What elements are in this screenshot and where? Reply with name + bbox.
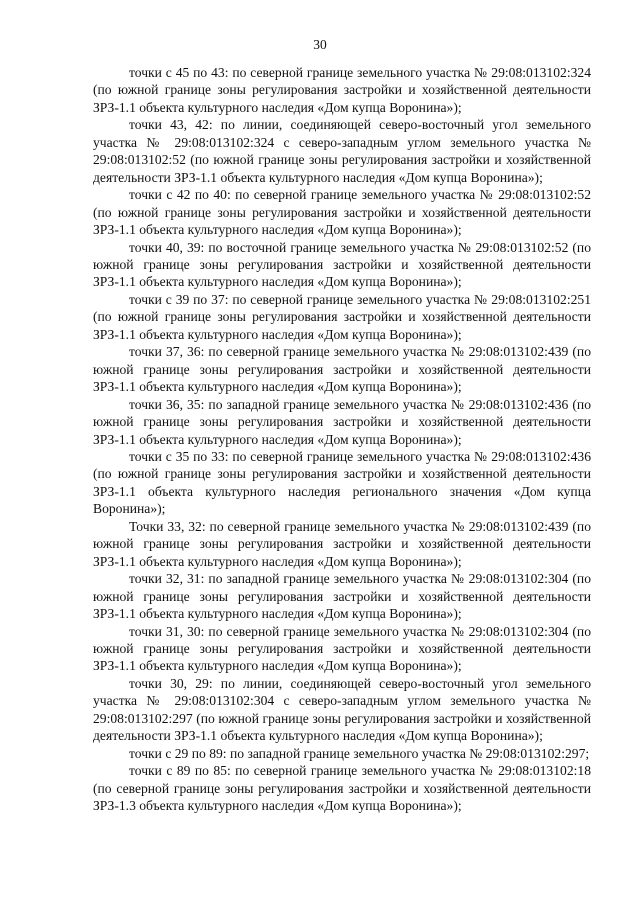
paragraph-points-40-39: точки 40, 39: по восточной границе земельного участка № 29:08:013102:52 (по южной границе зоны регулирования застройки и хозяйственной деятельности ЗРЗ-1.1 объекта культурного наследия «Дом купца Воронина»); xyxy=(93,239,591,290)
paragraph-points-30-29: точки 30, 29: по линии, соединяющей северо-восточный угол земельного участка № 29:08:013102:304 с северо-западным углом земельного участка № 29:08:013102:297 (по южной границе зоны регулирования застройки и хозяйственной деятельности ЗРЗ-1.1 объекта культурного наследия «Дом купца Воронина»); xyxy=(93,675,591,744)
paragraph-points-33-32: Точки 33, 32: по северной границе земельного участка № 29:08:013102:439 (по южной границе зоны регулирования застройки и хозяйственной деятельности ЗРЗ-1.1 объекта культурного наследия «Дом купца Воронина»); xyxy=(93,518,591,569)
paragraph-points-32-31: точки 32, 31: по западной границе земельного участка № 29:08:013102:304 (по южной границе зоны регулирования застройки и хозяйственной деятельности ЗРЗ-1.1 объекта культурного наследия «Дом купца Воронина»); xyxy=(93,571,591,622)
document-body xyxy=(93,64,591,814)
paragraph-points-36-35: точки 36, 35: по западной границе земельного участка № 29:08:013102:436 (по южной границе зоны регулирования застройки и хозяйственной деятельности ЗРЗ-1.1 объекта культурного наследия «Дом купца Воронина»); xyxy=(93,396,591,447)
paragraph-points-43-42: точки 43, 42: по линии, соединяющей северо-восточный угол земельного участка № 29:08:013102:324 с северо-западным углом земельного участка № 29:08:013102:52 (по южной границе зоны регулирования застройки и хозяйственной деятельности ЗРЗ-1.1 объекта культурного наследия «Дом купца Воронина»); xyxy=(93,117,591,185)
page-number: 30 xyxy=(313,37,327,52)
paragraph-points-89-85: точки с 89 по 85: по северной границе земельного участка № 29:08:013102:18 (по северной границе зоны регулирования застройки и хозяйственной деятельности ЗРЗ-1.3 объекта культурного наследия «Дом купца Воронина»); xyxy=(93,763,591,814)
paragraph-points-42-40: точки с 42 по 40: по северной границе земельного участка № 29:08:013102:52 (по южной границе зоны регулирования застройки и хозяйственной деятельности ЗРЗ-1.1 объекта культурного наследия «Дом купца Воронина»); xyxy=(93,187,591,238)
paragraph-points-31-30: точки 31, 30: по северной границе земельного участка № 29:08:013102:304 (по южной границе зоны регулирования застройки и хозяйственной деятельности ЗРЗ-1.1 объекта культурного наследия «Дом купца Воронина»); xyxy=(93,623,591,674)
paragraph-points-29-89: точки с 29 по 89: по западной границе земельного участка № 29:08:013102:297; xyxy=(129,745,590,761)
paragraph-points-45-43: точки с 45 по 43: по северной границе земельного участка № 29:08:013102:324 (по южной границе зоны регулирования застройки и хозяйственной деятельности ЗРЗ-1.1 объекта культурного наследия «Дом купца Воронина»); xyxy=(93,65,591,115)
paragraph-points-35-33: точки с 35 по 33: по северной границе земельного участка № 29:08:013102:436 (по южной границе зоны регулирования застройки и хозяйственной деятельности ЗРЗ-1.1 объекта культурного наследия регионального значения «Дом купца Воронина»); xyxy=(93,448,591,517)
paragraph-points-39-37: точки с 39 по 37: по северной границе земельного участка № 29:08:013102:251 (по южной границе зоны регулирования застройки и хозяйственной деятельности ЗРЗ-1.1 объекта культурного наследия «Дом купца Воронина»); xyxy=(93,291,591,342)
paragraph-points-37-36: точки 37, 36: по северной границе земельного участка № 29:08:013102:439 (по южной границе зоны регулирования застройки и хозяйственной деятельности ЗРЗ-1.1 объекта культурного наследия «Дом купца Воронина»); xyxy=(93,344,591,395)
